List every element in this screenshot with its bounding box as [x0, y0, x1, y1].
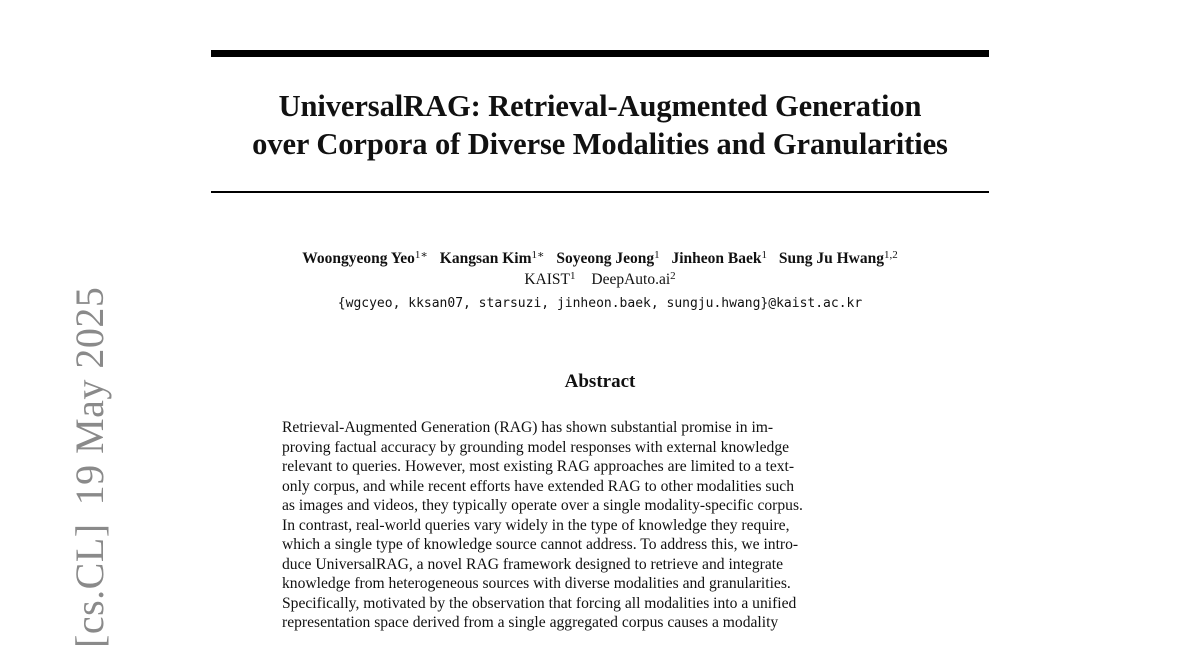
author: Kangsan Kim$^{1∗}$: [439, 249, 545, 267]
title-line: UniversalRAG: Retrieval-Augmented Generation: [278, 89, 922, 123]
abstract-line: as images and videos, they typically operate over a single modality-specific corpus.: [282, 497, 803, 514]
author: Soyeong Jeong$^1$: [556, 249, 660, 267]
abstract-line: knowledge from heterogeneous sources with diverse modalities and granularities.: [282, 575, 791, 592]
arxiv-stamp: [67, 286, 112, 648]
affiliation: $DeepAuto.ai^2$: [591, 270, 676, 288]
title-line: over Corpora of Diverse Modalities and Granularities: [252, 127, 948, 161]
abstract-line: only corpus, and while recent efforts have extended RAG to other modalities such: [282, 477, 794, 495]
abstract-line: representation space derived from a single aggregated corpus causes a modality: [282, 614, 779, 631]
abstract-line: proving factual accuracy by grounding model responses with external knowledge: [282, 438, 790, 456]
title-top-rule: [211, 50, 989, 57]
abstract-line: which a single type of knowledge source cannot address. To address this, we intro-: [282, 536, 799, 553]
abstract-line: duce UniversalRAG, a novel RAG framework designed to retrieve and integrate: [282, 555, 783, 573]
author-list: [150, 249, 1050, 269]
affiliation: KAIST$^1$: [524, 270, 576, 288]
affiliation-list: [150, 270, 1050, 290]
author-emails[interactable]: {wgcyeo, kksan07, starsuzi, jinheon.baek, sungju.hwang}@kaist.ac.kr: [337, 296, 863, 311]
arxiv-category: [cs.CL]: [67, 523, 112, 648]
author: Woongyeong Yeo$^{1∗}$: [302, 249, 428, 267]
abstract-line: In contrast, real-world queries vary widely in the type of knowledge they require,: [282, 516, 790, 534]
title-bottom-rule: [211, 191, 989, 193]
arxiv-date: 19 May 2025: [67, 286, 112, 506]
author: Sung Ju Hwang$^{1,2}$: [778, 249, 898, 267]
abstract-line: relevant to queries. However, most existing RAG approaches are limited to a text-: [282, 458, 795, 475]
author: Jinheon Baek$^1$: [671, 249, 768, 267]
abstract-line: Retrieval-Augmented Generation (RAG) has shown substantial promise in im-: [282, 419, 774, 436]
paper-title: [150, 87, 1050, 163]
abstract-body: [282, 418, 922, 633]
abstract-heading: Abstract: [564, 371, 636, 392]
abstract-line: Specifically, motivated by the observation that forcing all modalities into a unified: [282, 594, 797, 612]
